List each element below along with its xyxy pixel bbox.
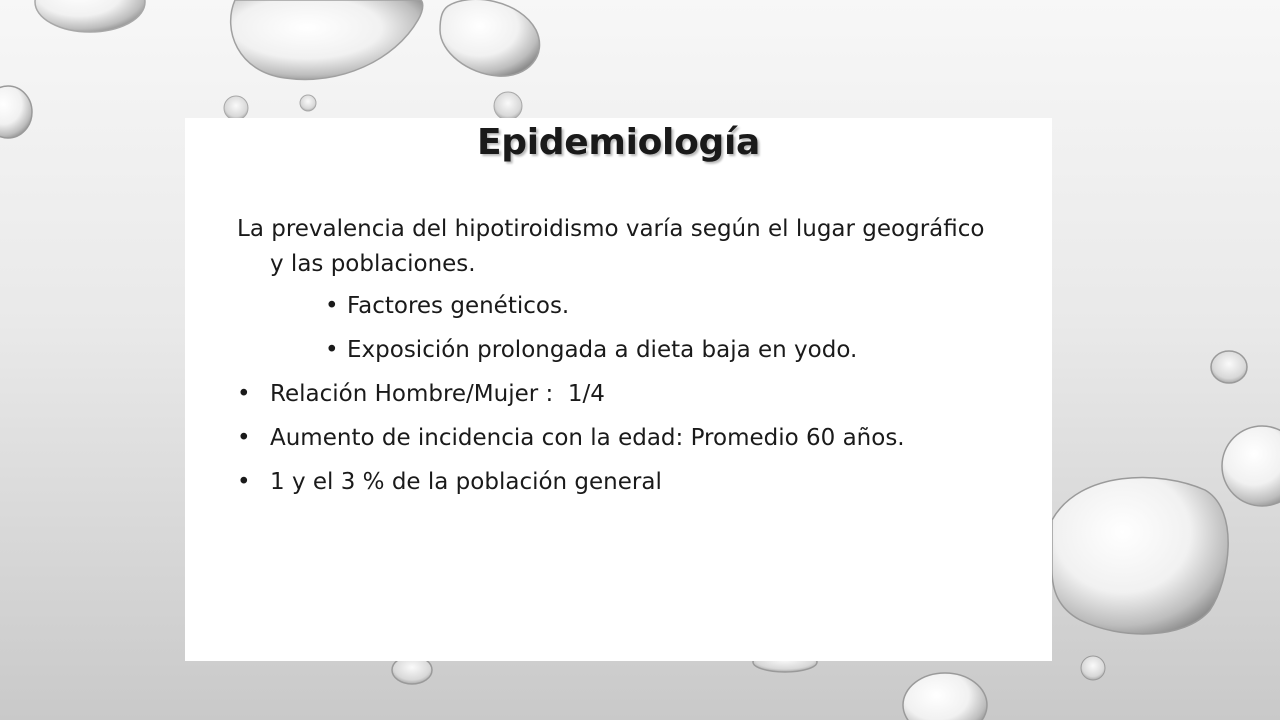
list-item — [237, 289, 997, 324]
bullet-icon: • — [237, 469, 251, 495]
water-drop — [1052, 478, 1228, 634]
list-item-text: Exposición prolongada a dieta baja en yodo. — [347, 337, 858, 363]
slide-body — [237, 212, 997, 509]
water-drop — [440, 0, 540, 76]
list-item-text: Factores genéticos. — [347, 293, 570, 319]
bullet-list — [237, 377, 997, 500]
list-item — [237, 333, 997, 368]
slide-content-card — [185, 118, 1052, 661]
bullet-icon: • — [325, 337, 339, 363]
water-drop — [903, 673, 987, 720]
water-drop — [35, 0, 145, 32]
water-drop — [231, 0, 423, 79]
water-drop — [300, 95, 316, 111]
water-drop — [1081, 656, 1105, 680]
slide-title: Epidemiología — [476, 122, 761, 163]
bullet-icon: • — [237, 425, 251, 451]
bullet-icon: • — [325, 293, 339, 319]
water-drop — [1222, 426, 1280, 506]
water-drop — [224, 96, 248, 120]
list-item — [237, 421, 997, 456]
water-drop — [494, 92, 522, 120]
intro-paragraph: La prevalencia del hipotiroidismo varía según el lugar geográfico y las poblaciones. — [237, 216, 985, 277]
bullet-icon: • — [237, 381, 251, 407]
water-drop — [1211, 351, 1247, 383]
list-item-text: Relación Hombre/Mujer : 1/4 — [270, 381, 605, 407]
list-item — [237, 377, 997, 412]
list-item-text: 1 y el 3 % de la población general — [270, 469, 662, 495]
water-drop — [0, 86, 32, 138]
sub-bullet-list — [237, 289, 997, 368]
list-item-text: Aumento de incidencia con la edad: Promedio 60 años. — [270, 425, 905, 451]
list-item — [237, 465, 997, 500]
